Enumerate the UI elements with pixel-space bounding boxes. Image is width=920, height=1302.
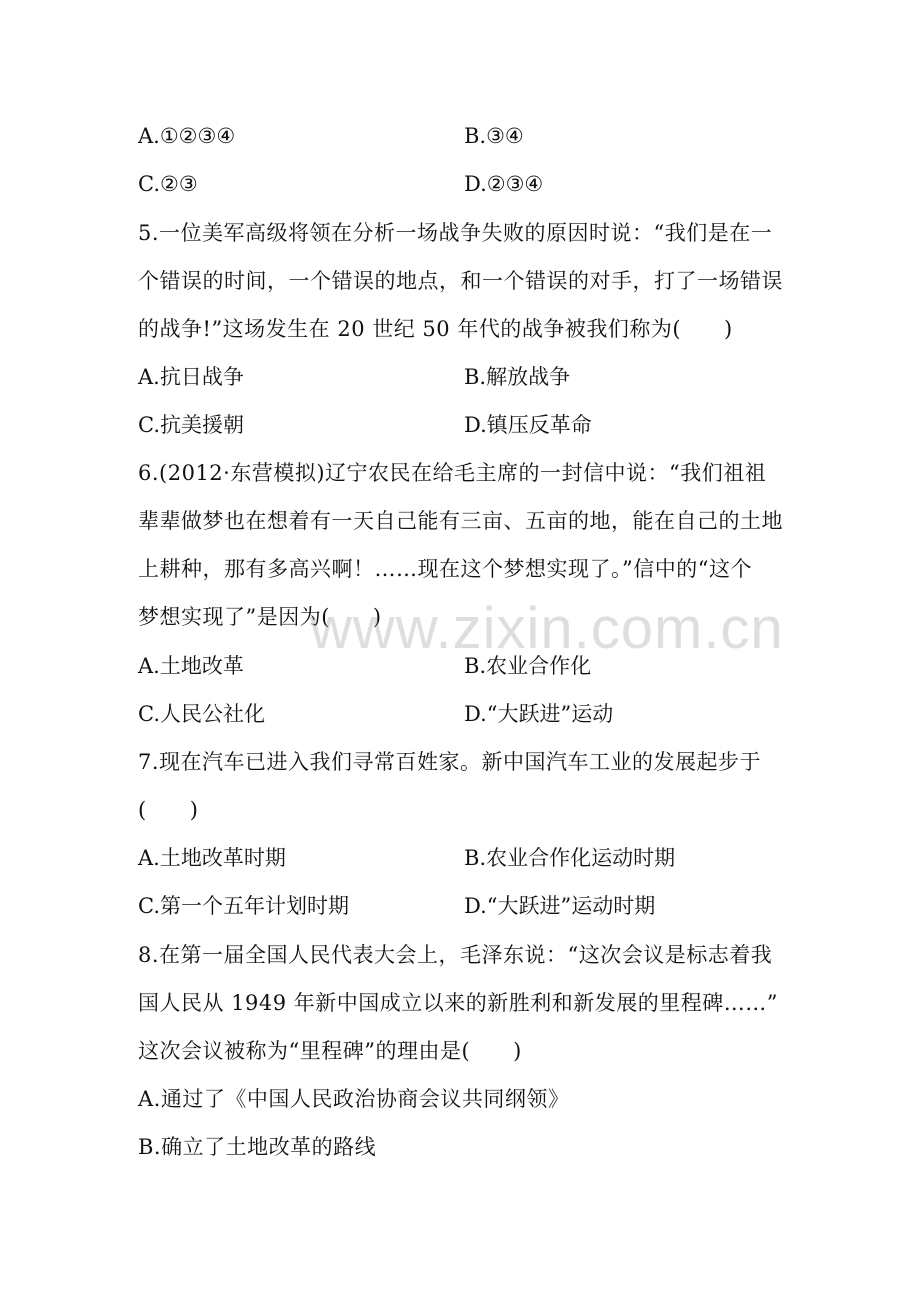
q5-options-row-2	[138, 411, 858, 439]
q6-stem-line-3: 上耕种，那有多高兴啊！……现在这个梦想实现了。”信中的“这个	[138, 557, 752, 581]
watermark: www.zixin.com.cn	[310, 596, 784, 661]
q7-option-a: A.土地改革时期	[138, 846, 286, 870]
q6-options-row-1	[138, 652, 858, 680]
q7-stem-line-1: 7.现在汽车已进入我们寻常百姓家。新中国汽车工业的发展起步于	[138, 750, 762, 774]
q7-option-c: C.第一个五年计划时期	[138, 894, 349, 918]
q6-options-row-2	[138, 700, 858, 728]
q5-option-d: D.镇压反革命	[464, 413, 592, 437]
q7-option-b: B.农业合作化运动时期	[464, 846, 676, 870]
q4-option-a: A.①②③④	[138, 124, 236, 148]
q7-option-d: D.“大跃进”运动时期	[464, 894, 656, 918]
q7-options-row-1	[138, 844, 858, 872]
q6-option-a: A.土地改革	[138, 654, 244, 678]
q4-option-c: C.②③	[138, 172, 198, 196]
q4-options-row-1	[138, 122, 858, 150]
q5-options-row-1	[138, 363, 858, 391]
q7-stem-line-2: ( )	[138, 798, 199, 822]
q4-options-row-2	[138, 170, 858, 198]
q6-option-c: C.人民公社化	[138, 702, 265, 726]
q6-option-d: D.“大跃进”运动	[464, 702, 614, 726]
q6-stem-line-4: 梦想实现了”是因为( )	[138, 605, 382, 629]
q5-stem-line-3: 的战争!”这场发生在 20 世纪 50 年代的战争被我们称为( )	[138, 317, 733, 341]
q5-stem-line-1: 5.一位美军高级将领在分析一场战争失败的原因时说：“我们是在一	[138, 221, 773, 245]
q7-options-row-2	[138, 892, 858, 920]
q5-stem-line-2: 个错误的时间，一个错误的地点，和一个错误的对手，打了一场错误	[138, 269, 783, 293]
q6-stem-line-1: 6.(2012·东营模拟)辽宁农民在给毛主席的一封信中说：“我们祖祖	[138, 461, 767, 485]
q8-stem-line-1: 8.在第一届全国人民代表大会上，毛泽东说：“这次会议是标志着我	[138, 943, 773, 967]
q6-stem-line-2: 辈辈做梦也在想着有一天自己能有三亩、五亩的地，能在自己的土地	[138, 509, 783, 533]
q5-option-a: A.抗日战争	[138, 365, 244, 389]
q4-option-b: B.③④	[464, 124, 524, 148]
q4-option-d: D.②③④	[464, 172, 544, 196]
q8-option-b: B.确立了土地改革的路线	[138, 1135, 377, 1159]
q8-stem-line-3: 这次会议被称为“里程碑”的理由是( )	[138, 1039, 522, 1063]
q8-option-a: A.通过了《中国人民政治协商会议共同纲领》	[138, 1087, 570, 1111]
q5-option-b: B.解放战争	[464, 365, 571, 389]
q5-option-c: C.抗美援朝	[138, 413, 244, 437]
q8-stem-line-2: 国人民从 1949 年新中国成立以来的新胜利和新发展的里程碑……”	[138, 991, 779, 1015]
q6-option-b: B.农业合作化	[464, 654, 592, 678]
